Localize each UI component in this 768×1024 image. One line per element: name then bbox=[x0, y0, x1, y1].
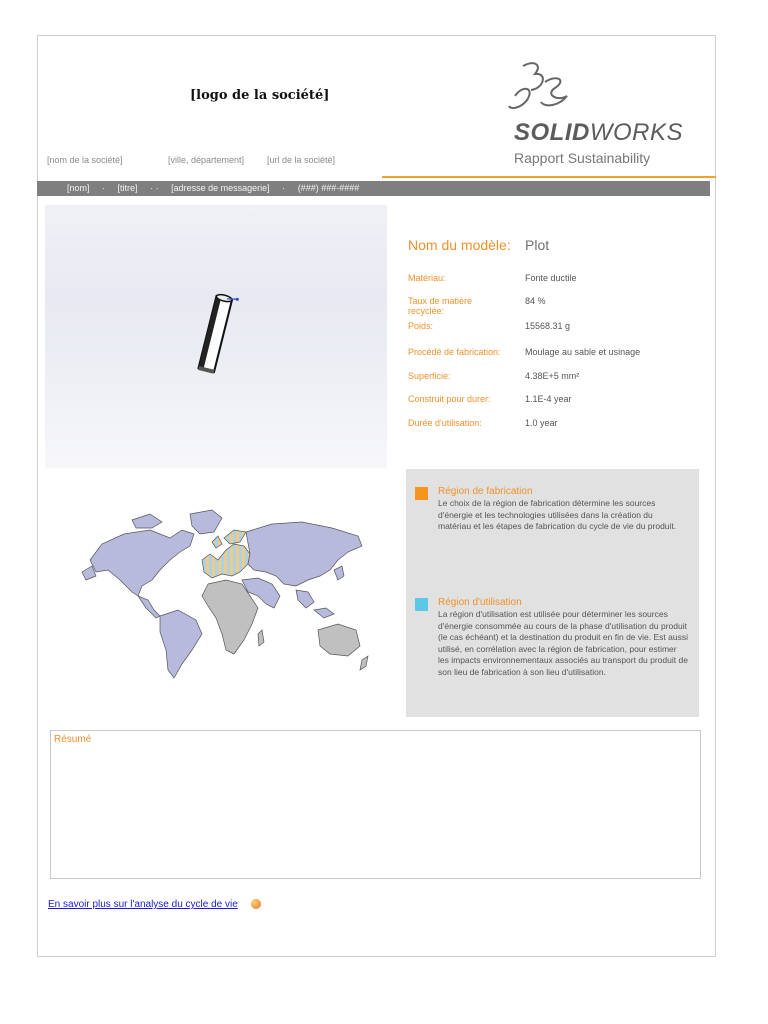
property-value: Fonte ductile bbox=[525, 273, 577, 283]
property-value: 1.1E-4 year bbox=[525, 394, 572, 404]
model-name-value: Plot bbox=[525, 237, 550, 253]
summary-box[interactable] bbox=[50, 730, 701, 879]
property-label: Taux de matière recyclée: bbox=[408, 296, 473, 316]
contact-bar bbox=[37, 181, 710, 196]
header-accent-rule bbox=[382, 176, 716, 178]
world-region-map bbox=[62, 500, 382, 685]
bollard-model-image bbox=[45, 205, 387, 468]
property-label: Matériau: bbox=[408, 273, 446, 283]
contact-phone: (###) ###-#### bbox=[297, 183, 360, 193]
property-value: 4.38E+5 mm² bbox=[525, 371, 580, 381]
contact-title: [titre] bbox=[117, 183, 138, 193]
property-label: Superficie: bbox=[408, 371, 451, 381]
model-name-label: Nom du modèle: bbox=[408, 237, 511, 253]
manufacturing-region-title: Région de fabrication bbox=[438, 486, 533, 497]
company-city: [ville, département] bbox=[168, 155, 245, 165]
company-url: [url de la société] bbox=[267, 155, 336, 165]
manufacturing-region-text: Le choix de la région de fabrication détermine les sources d'énergie et les technologies utilisées dans la création du matériau et les étapes de fabrication du cycle de vie du produit. bbox=[438, 498, 677, 531]
property-label: Construit pour durer: bbox=[408, 394, 491, 404]
arrow-circle-icon[interactable] bbox=[251, 899, 261, 909]
report-title: Rapport Sustainability bbox=[514, 150, 651, 166]
property-value: Moulage au sable et usinage bbox=[525, 347, 641, 357]
solidworks-wordmark bbox=[514, 119, 683, 147]
learn-more-lca-link[interactable]: En savoir plus sur l'analyse du cycle de vie bbox=[48, 899, 238, 910]
property-value: 1.0 year bbox=[525, 418, 558, 428]
property-value: 15568.31 g bbox=[525, 321, 571, 331]
brand-works: WORKS bbox=[589, 119, 684, 146]
contact-email: [adresse de messagerie] bbox=[171, 183, 270, 193]
model-render-view bbox=[45, 205, 387, 468]
manufacturing-region-swatch bbox=[415, 487, 428, 500]
property-value: 84 % bbox=[525, 296, 546, 306]
company-logo-placeholder: [logo de la société] bbox=[190, 88, 330, 103]
brand-solid: SOLID bbox=[514, 119, 590, 146]
contact-sep: · bbox=[102, 183, 106, 193]
contact-sep: · · bbox=[150, 183, 159, 193]
company-name: [nom de la société] bbox=[47, 155, 123, 165]
property-label: Poids: bbox=[408, 321, 434, 331]
use-region-text: La région d'utilisation est utilisée pour déterminer les sources d'énergie consommée au cours de la phase d'utilisation du produit (le cas échéant) et la destination du produit en fin de vie. Est aussi utilisé, en corrélation avec la région de fabrication, pour estimer les impacts environnementaux associés au transport du produit de son lieu de fabrication à son lieu d'utilisation. bbox=[438, 609, 688, 677]
property-label: Procédé de fabrication: bbox=[408, 347, 501, 357]
contact-name: [nom] bbox=[67, 183, 90, 193]
property-label: Durée d'utilisation: bbox=[408, 418, 482, 428]
summary-label: Résumé bbox=[54, 734, 92, 745]
use-region-swatch bbox=[415, 598, 428, 611]
use-region-title: Région d'utilisation bbox=[438, 597, 522, 608]
solidworks-3ds-logo bbox=[505, 58, 575, 118]
contact-sep: · bbox=[282, 183, 286, 193]
